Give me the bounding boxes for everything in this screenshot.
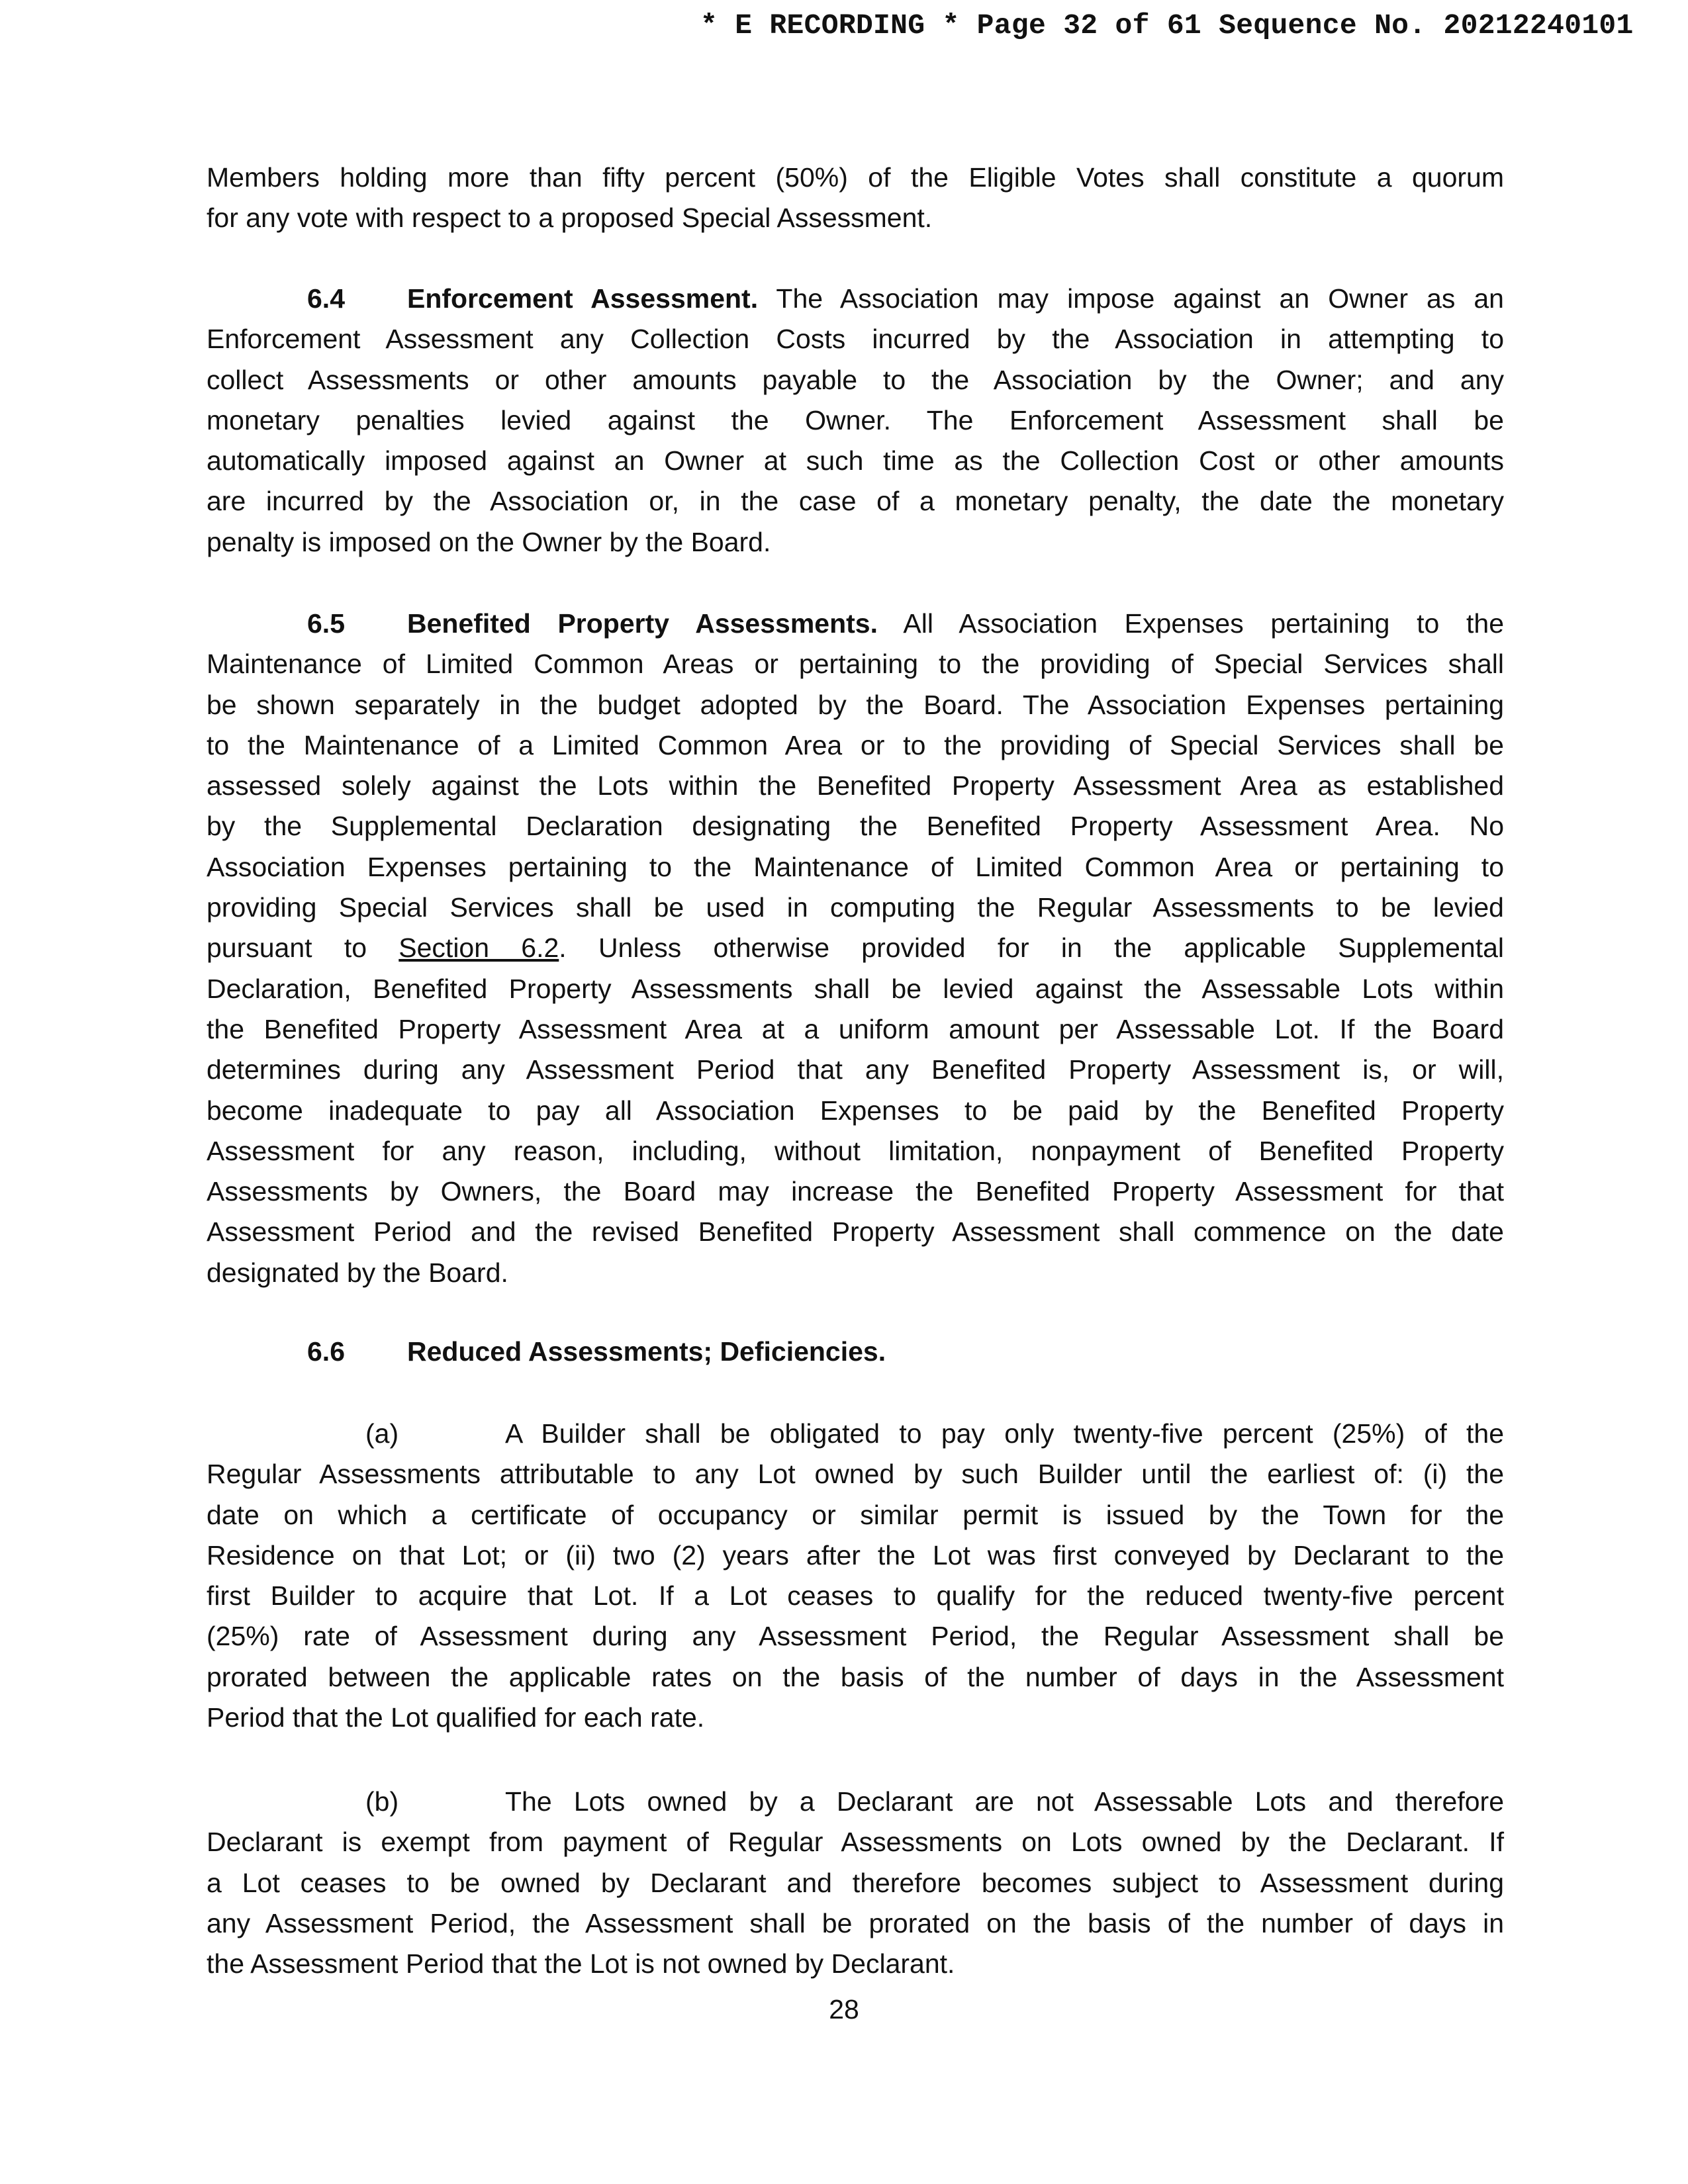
line-text: collect Assessments or other amounts payable to the Association by the Owner; and any	[207, 364, 1504, 395]
line-text: automatically imposed against an Owner at such time as the Collection Cost or other amounts	[207, 445, 1504, 477]
line-text: Residence on that Lot; or (ii) two (2) years after the Lot was first conveyed by Declarant to the	[207, 1539, 1504, 1570]
line-text: determines during any Assessment Period that any Benefited Property Assessment is, or will,	[207, 1054, 1504, 1085]
section-6-6-b	[207, 1782, 1504, 1984]
text-line	[207, 522, 1504, 563]
text-line	[207, 1535, 1504, 1576]
line-text: providing Special Services shall be used in computing the Regular Assessments to be levied	[207, 892, 1504, 923]
text-line	[207, 1657, 1504, 1698]
line-text: assessed solely against the Lots within the Benefited Property Assessment Area as established	[207, 770, 1504, 801]
text-line	[207, 1782, 1504, 1822]
text-line	[207, 847, 1504, 887]
text-line	[207, 887, 1504, 928]
line-text: become inadequate to pay all Association Expenses to be paid by the Benefited Property	[207, 1095, 1504, 1126]
text-line	[207, 158, 1504, 198]
section-6-4	[207, 279, 1504, 563]
line-text: monetary penalties levied against the Owner. The Enforcement Assessment shall be	[207, 404, 1504, 435]
line-text: for any vote with respect to a proposed Special Assessment.	[207, 203, 933, 234]
line-text: be shown separately in the budget adopted by the Board. The Association Expenses pertaining	[207, 689, 1504, 720]
line-text: Association Expenses pertaining to the Maintenance of Limited Common Area or pertaining to	[207, 851, 1504, 882]
line-text: Members holding more than fifty percent (50%) of the Eligible Votes shall constitute a quorum	[207, 162, 1504, 193]
section-title: Enforcement Assessment.	[407, 283, 759, 314]
text-line	[207, 1903, 1504, 1944]
section-number: 6.6	[307, 1336, 345, 1367]
text-line	[207, 1171, 1504, 1212]
text-line	[207, 1414, 1504, 1454]
text-line	[207, 198, 1504, 238]
text-line	[207, 1091, 1504, 1131]
line-text: Declarant is exempt from payment of Regular Assessments on Lots owned by the Declarant. If	[207, 1827, 1504, 1858]
page-number: 28	[829, 1994, 859, 2025]
text-line	[207, 1009, 1504, 1050]
line-text: date on which a certificate of occupancy or similar permit is issued by the Town for the	[207, 1499, 1504, 1530]
text-line	[207, 766, 1504, 806]
line-text: Period that the Lot qualified for each rate.	[207, 1702, 705, 1733]
line-text: the Assessment Period that the Lot is not owned by Declarant.	[207, 1948, 955, 1979]
line-text: Declaration, Benefited Property Assessments shall be levied against the Assessable Lots within	[207, 973, 1504, 1004]
line-text: The Lots owned by a Declarant are not Assessable Lots and therefore	[505, 1786, 1504, 1817]
text-line	[207, 1616, 1504, 1657]
text-line	[207, 1212, 1504, 1252]
section-title: Reduced Assessments; Deficiencies.	[407, 1336, 886, 1367]
paragraph-quorum	[207, 158, 1504, 239]
text-line	[207, 319, 1504, 359]
line-text: Regular Assessments attributable to any Lot owned by such Builder until the earliest of: (i) the	[207, 1459, 1504, 1490]
text-line	[207, 644, 1504, 684]
line-text: by the Supplemental Declaration designating the Benefited Property Assessment Area. No	[207, 811, 1504, 842]
text-line	[207, 1863, 1504, 1903]
line-text: . Unless otherwise provided for in the applicable Supplemental	[559, 933, 1504, 964]
text-line	[207, 1454, 1504, 1494]
text-line	[207, 1332, 1504, 1372]
line-text: Assessment Period and the revised Benefited Property Assessment shall commence on the date	[207, 1216, 1504, 1248]
line-text: Enforcement Assessment any Collection Costs incurred by the Association in attempting to	[207, 324, 1504, 355]
text-line	[207, 1495, 1504, 1535]
text-line	[207, 928, 1504, 968]
line-text: (25%) rate of Assessment during any Assessment Period, the Regular Assessment shall be	[207, 1621, 1504, 1652]
line-text: first Builder to acquire that Lot. If a Lot ceases to qualify for the reduced twenty-five percent	[207, 1580, 1504, 1612]
text-line	[207, 685, 1504, 725]
section-title: Benefited Property Assessments.	[407, 608, 878, 639]
text-line	[207, 1253, 1504, 1293]
subsection-label: (b)	[365, 1786, 399, 1817]
line-text: prorated between the applicable rates on the basis of the number of days in the Assessment	[207, 1661, 1504, 1692]
text-line	[207, 725, 1504, 766]
line-text: Assessments by Owners, the Board may increase the Benefited Property Assessment for that	[207, 1176, 1504, 1207]
text-line	[207, 441, 1504, 481]
text-line	[207, 1050, 1504, 1090]
subsection-label: (a)	[365, 1418, 399, 1449]
line-text: are incurred by the Association or, in the case of a monetary penalty, the date the monetary	[207, 486, 1504, 517]
line-text: to the Maintenance of a Limited Common Area or to the providing of Special Services shall be	[207, 729, 1504, 760]
text-line	[207, 1822, 1504, 1862]
section-number: 6.4	[307, 283, 345, 314]
line-text: any Assessment Period, the Assessment shall be prorated on the basis of the number of days in	[207, 1907, 1504, 1938]
line-text: penalty is imposed on the Owner by the Board.	[207, 526, 771, 557]
line-text: The Association may impose against an Owner as an	[776, 283, 1504, 314]
text-line	[207, 1698, 1504, 1738]
section-6-6-heading	[207, 1332, 1504, 1372]
line-text: All Association Expenses pertaining to the	[903, 608, 1504, 639]
recording-header: * E RECORDING * Page 32 of 61 Sequence No. 20212240101	[700, 9, 1634, 42]
section-6-6-a	[207, 1414, 1504, 1738]
text-line	[207, 969, 1504, 1009]
line-text: a Lot ceases to be owned by Declarant and therefore becomes subject to Assessment during	[207, 1867, 1504, 1898]
text-line	[207, 604, 1504, 644]
text-line	[207, 806, 1504, 846]
line-text: A Builder shall be obligated to pay only twenty-five percent (25%) of the	[505, 1418, 1504, 1449]
text-line	[207, 1576, 1504, 1616]
line-text: pursuant to	[207, 933, 399, 964]
section-number: 6.5	[307, 608, 345, 639]
line-text: Maintenance of Limited Common Areas or pertaining to the providing of Special Services shall	[207, 649, 1504, 680]
text-line	[207, 400, 1504, 441]
line-text: the Benefited Property Assessment Area at a uniform amount per Assessable Lot. If the Board	[207, 1013, 1504, 1044]
text-line	[207, 1131, 1504, 1171]
line-text: designated by the Board.	[207, 1257, 508, 1288]
text-line	[207, 279, 1504, 319]
line-text: Assessment for any reason, including, without limitation, nonpayment of Benefited Property	[207, 1135, 1504, 1166]
text-line	[207, 1944, 1504, 1984]
section-6-5	[207, 604, 1504, 1293]
text-line	[207, 481, 1504, 522]
section-reference-link[interactable]: Section 6.2	[399, 933, 559, 964]
text-line	[207, 360, 1504, 400]
